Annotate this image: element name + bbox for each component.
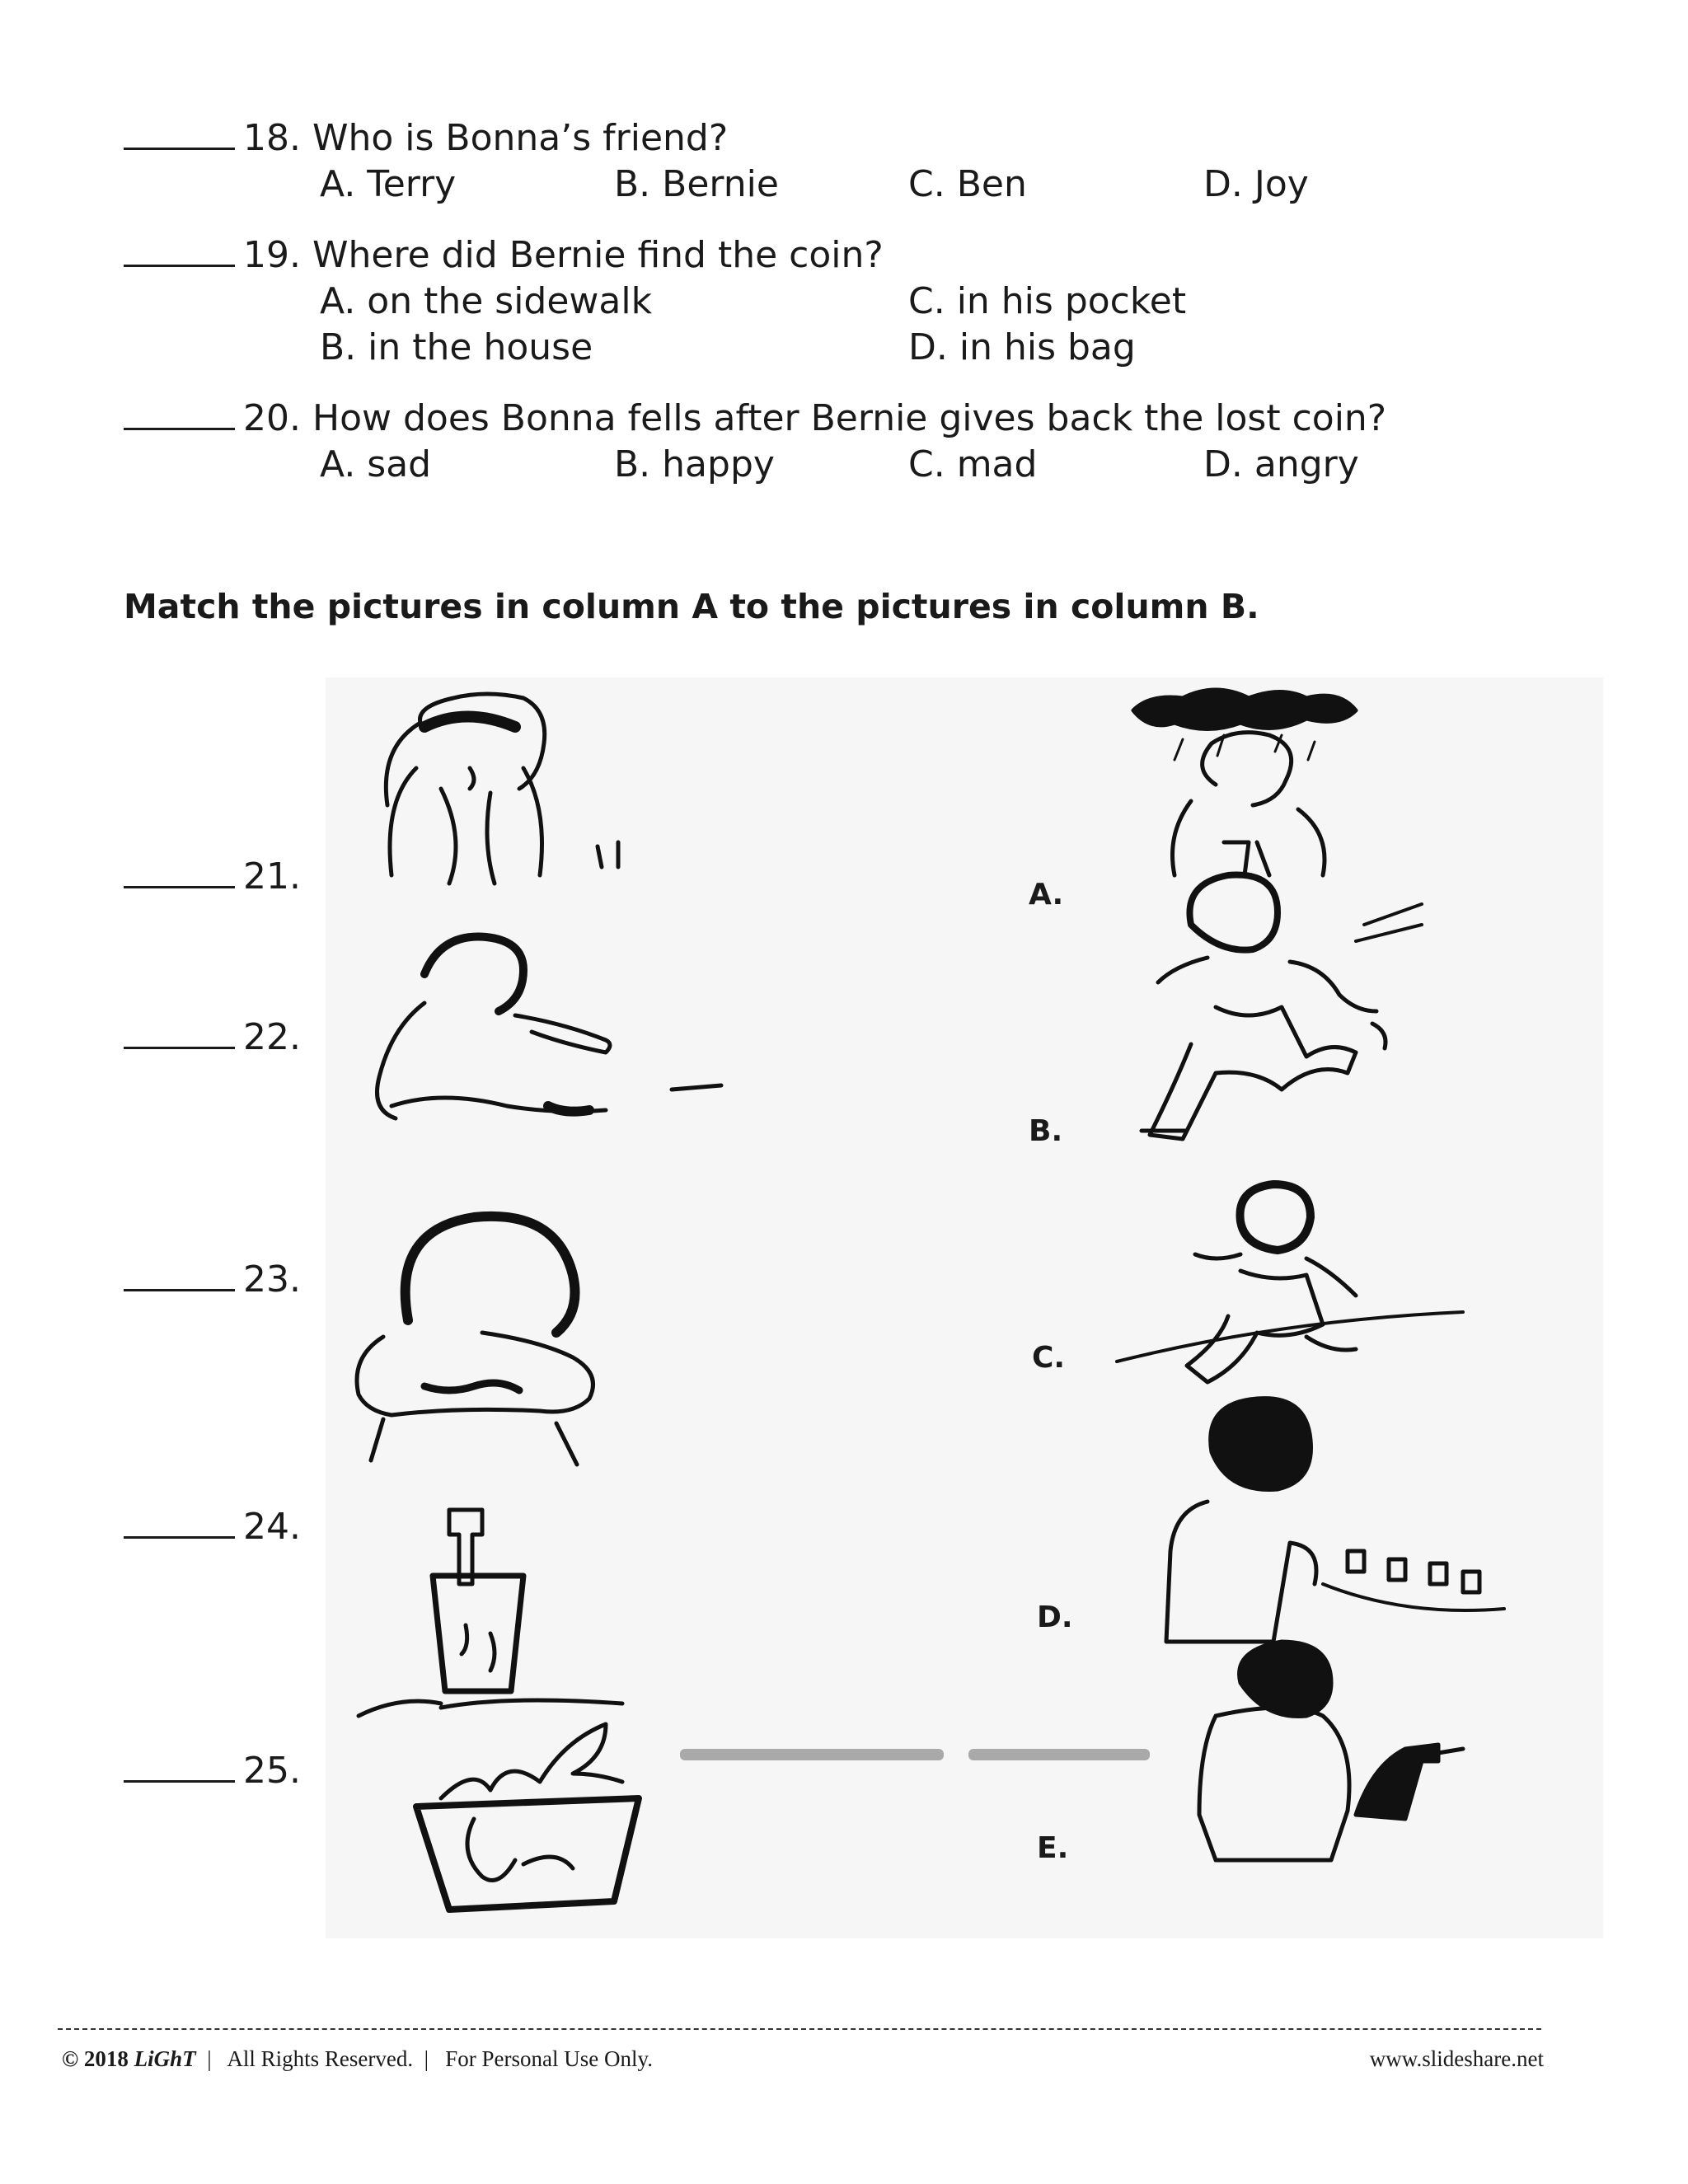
match-item-24: 24.: [124, 1505, 301, 1548]
question-text: Who is Bonna’s friend?: [312, 117, 729, 159]
option: B. happy: [614, 443, 775, 485]
option: B. in the house: [320, 326, 593, 368]
match-item-22: 22.: [124, 1015, 301, 1058]
boy-sitting-sad-picture: [386, 694, 618, 883]
column-b-letter-b: B.: [1029, 1114, 1063, 1148]
question-number: 18.: [243, 117, 301, 159]
source-url[interactable]: www.slideshare.net: [1369, 2046, 1544, 2071]
boy-running-picture: [1142, 875, 1422, 1139]
child-in-rain-picture: [1133, 690, 1356, 875]
answer-blank[interactable]: [124, 1505, 235, 1539]
match-item-25: 25.: [124, 1749, 301, 1792]
answer-blank[interactable]: [124, 1749, 235, 1783]
bottle-in-bucket-picture: [359, 1510, 622, 1716]
footer-divider: [58, 2028, 1541, 2030]
question-19: [124, 232, 884, 279]
answer-blank[interactable]: [124, 1258, 235, 1291]
column-b-letter-a: A.: [1029, 878, 1064, 912]
answer-blank[interactable]: [124, 396, 235, 430]
boy-messy-picture: [357, 1216, 593, 1465]
option: C. Ben: [908, 163, 1027, 205]
question-18: [124, 115, 728, 162]
option: D. Joy: [1203, 163, 1309, 205]
question-number: 19.: [243, 234, 301, 276]
matching-figure: [326, 677, 1603, 1938]
option: A. sad: [320, 443, 432, 485]
answer-blank[interactable]: [124, 233, 235, 267]
option: B. Bernie: [614, 163, 779, 205]
match-item-23: 23.: [124, 1258, 301, 1301]
dirty-plant-pot-picture: [416, 1724, 639, 1910]
question-text: Where did Bernie find the coin?: [312, 234, 884, 276]
option: C. in his pocket: [908, 280, 1187, 322]
option: C. mad: [908, 443, 1038, 485]
child-near-faucet-picture: [1199, 1642, 1463, 1860]
boy-jogging-picture: [1117, 1184, 1463, 1382]
copyright-notice: © 2018 LiGhT | All Rights Reserved. | For Personal Use Only.: [62, 2046, 653, 2071]
question-20: [124, 396, 1386, 442]
option: A. on the sidewalk: [320, 280, 653, 322]
column-b-letter-d: D.: [1037, 1601, 1073, 1634]
question-number: 20.: [243, 397, 301, 439]
boy-with-plants-picture: [1166, 1399, 1504, 1642]
answer-blank[interactable]: [124, 116, 235, 150]
boy-dirty-feet-picture: [377, 937, 722, 1118]
option: D. angry: [1203, 443, 1359, 485]
question-text: How does Bonna fells after Bernie gives back the lost coin?: [312, 397, 1387, 439]
answer-blank[interactable]: [124, 1015, 235, 1049]
column-b-letter-e: E.: [1037, 1831, 1069, 1865]
matching-illustrations: [326, 677, 1603, 1938]
match-instruction: Match the pictures in column A to the pictures in column B.: [124, 587, 1259, 626]
option: A. Terry: [320, 163, 457, 205]
match-item-21: 21.: [124, 855, 301, 898]
answer-blank[interactable]: [124, 855, 235, 888]
option: D. in his bag: [908, 326, 1136, 368]
column-b-letter-c: C.: [1032, 1341, 1066, 1375]
